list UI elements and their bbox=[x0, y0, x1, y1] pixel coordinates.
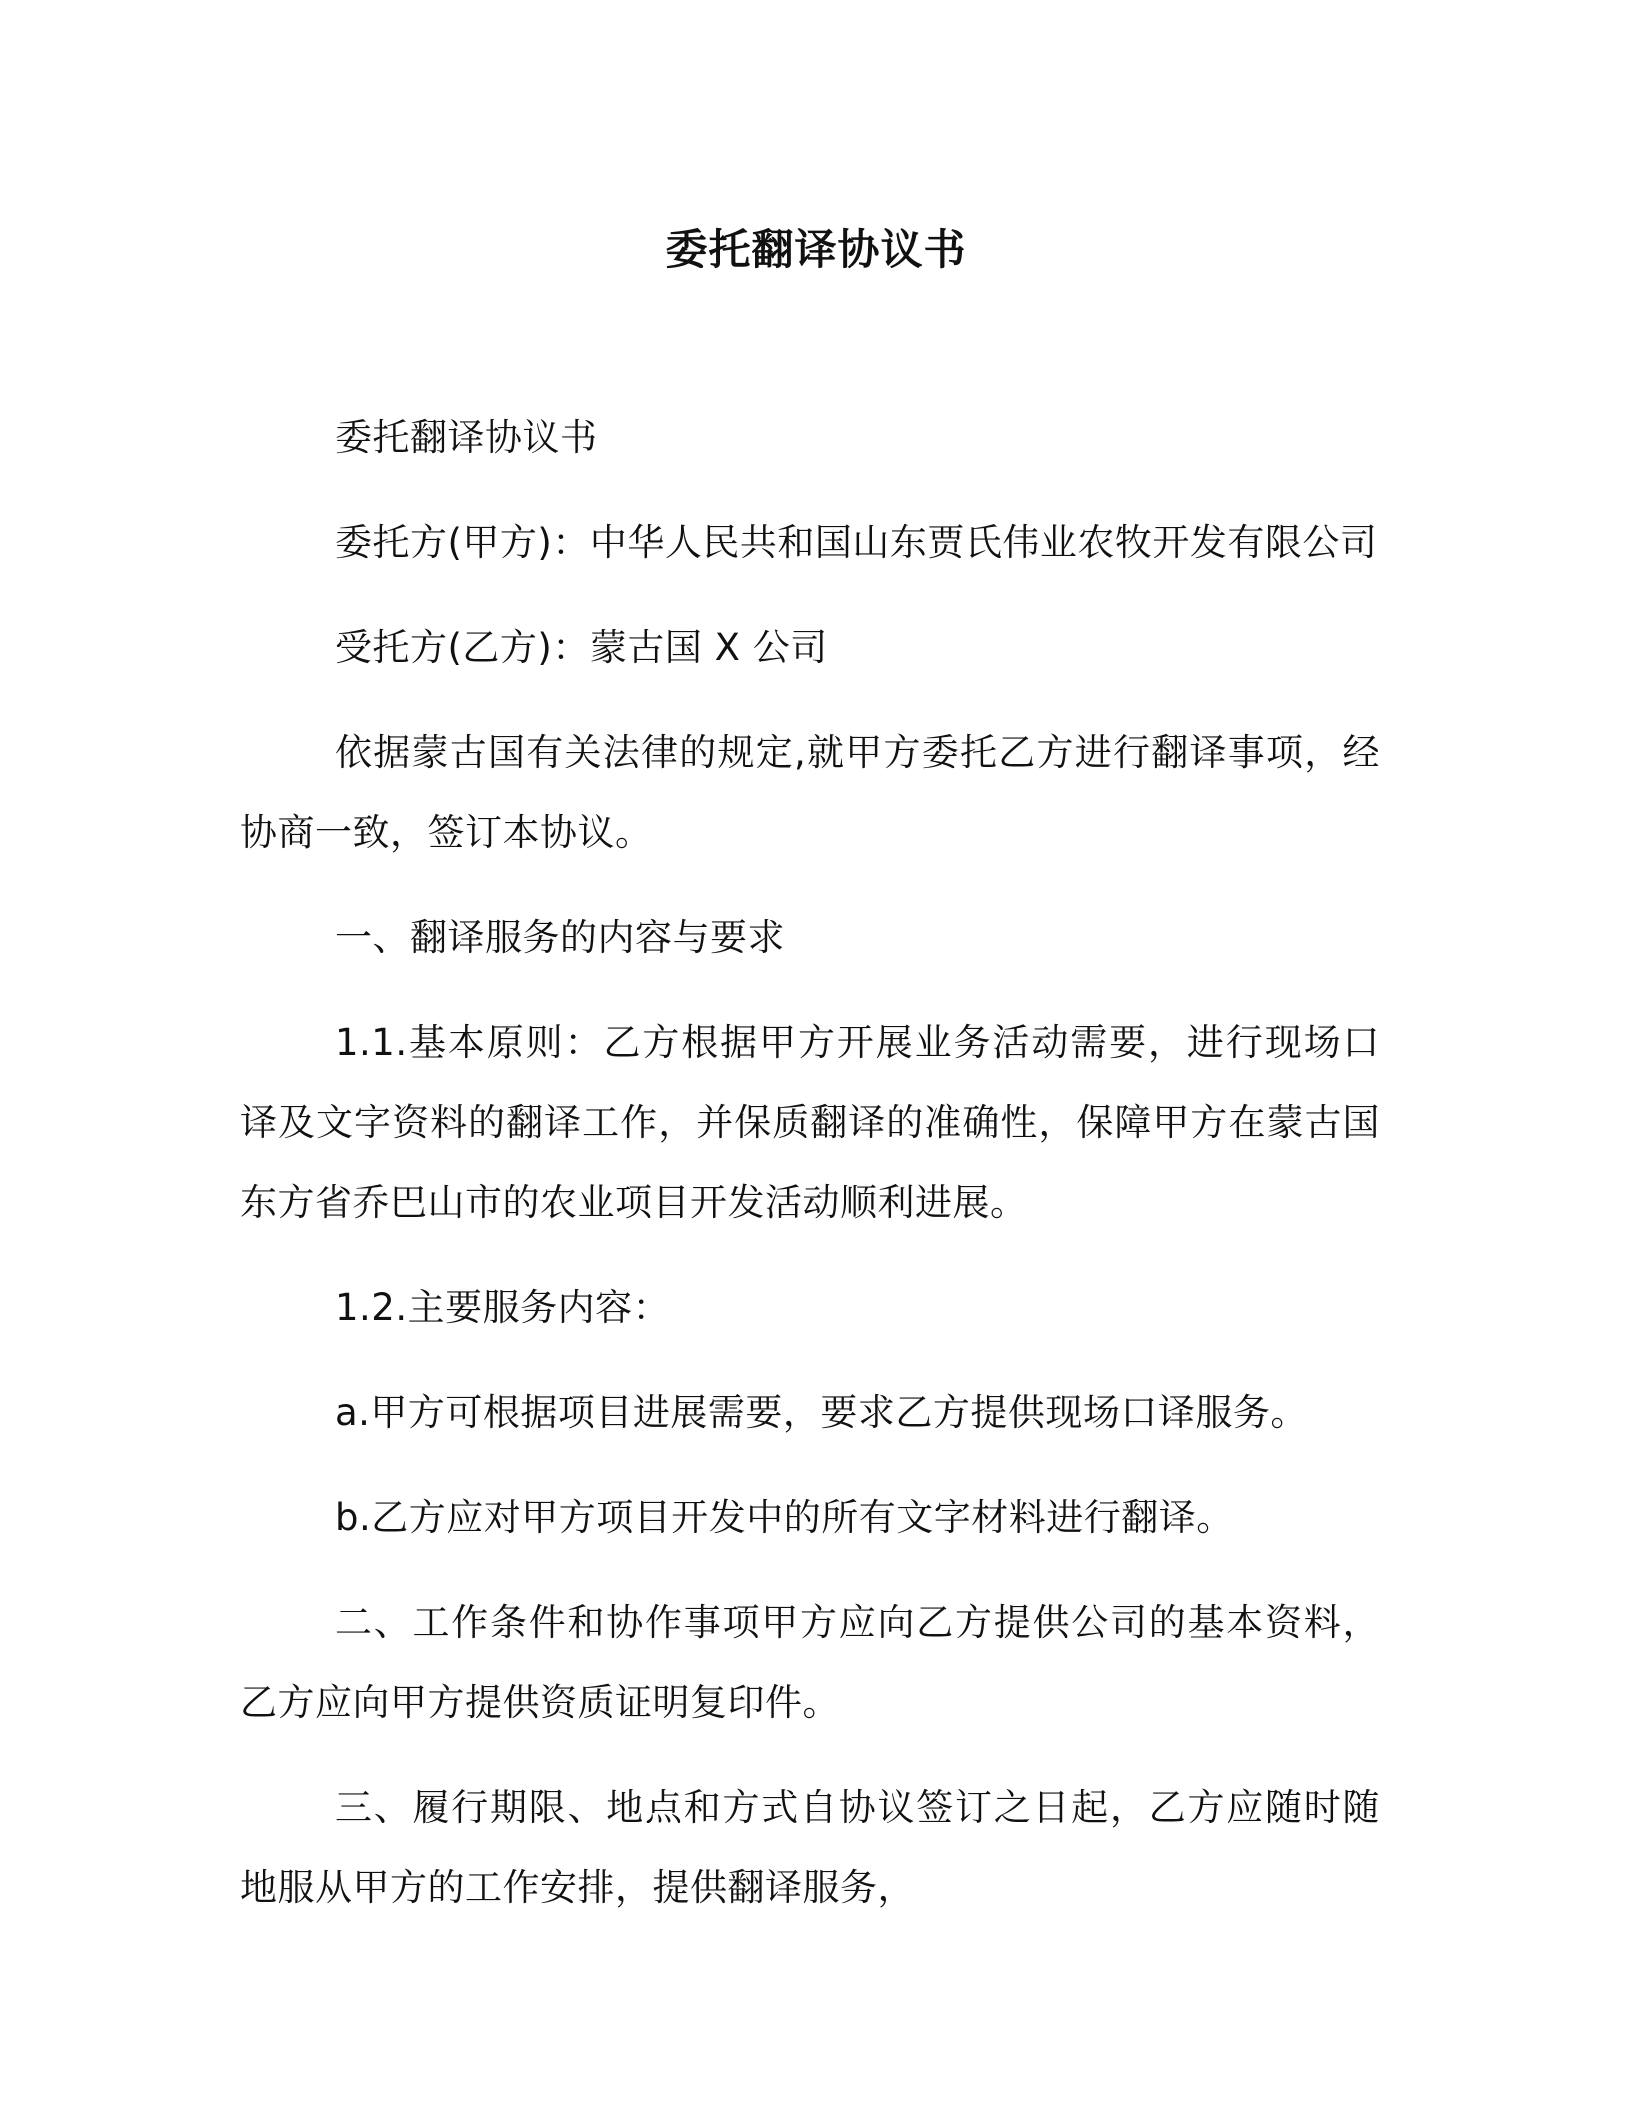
section-3-paragraph: 三、履行期限、地点和方式自协议签订之日起，乙方应随时随地服从甲方的工作安排，提供翻译服务， bbox=[240, 1786, 1380, 1909]
section-1-heading: 一、翻译服务的内容与要求 bbox=[335, 916, 785, 959]
client-party-paragraph: 委托方(甲方)：中华人民共和国山东贾氏伟业农牧开发有限公司 bbox=[335, 521, 1378, 564]
subtitle-paragraph: 委托翻译协议书 bbox=[335, 416, 598, 459]
contractor-party-paragraph: 受托方(乙方)：蒙古国 X 公司 bbox=[335, 626, 828, 669]
section-2-paragraph: 二、工作条件和协作事项甲方应向乙方提供公司的基本资料，乙方应向甲方提供资质证明复印件。 bbox=[240, 1601, 1380, 1724]
clause-b-paragraph: b.乙方应对甲方项目开发中的所有文字材料进行翻译。 bbox=[335, 1496, 1234, 1539]
clause-1-1-paragraph: 1.1.基本原则：乙方根据甲方开展业务活动需要，进行现场口译及文字资料的翻译工作，并保质翻译的准确性，保障甲方在蒙古国东方省乔巴山市的农业项目开发活动顺利进展。 bbox=[240, 1021, 1380, 1224]
document-title: 委托翻译协议书 bbox=[665, 225, 967, 274]
clause-1-2-heading: 1.2.主要服务内容： bbox=[335, 1286, 671, 1329]
document-body bbox=[240, 398, 1380, 1928]
preamble-paragraph: 依据蒙古国有关法律的规定,就甲方委托乙方进行翻译事项，经协商一致，签订本协议。 bbox=[240, 731, 1380, 854]
clause-a-paragraph: a.甲方可根据项目进展需要，要求乙方提供现场口译服务。 bbox=[335, 1391, 1308, 1434]
